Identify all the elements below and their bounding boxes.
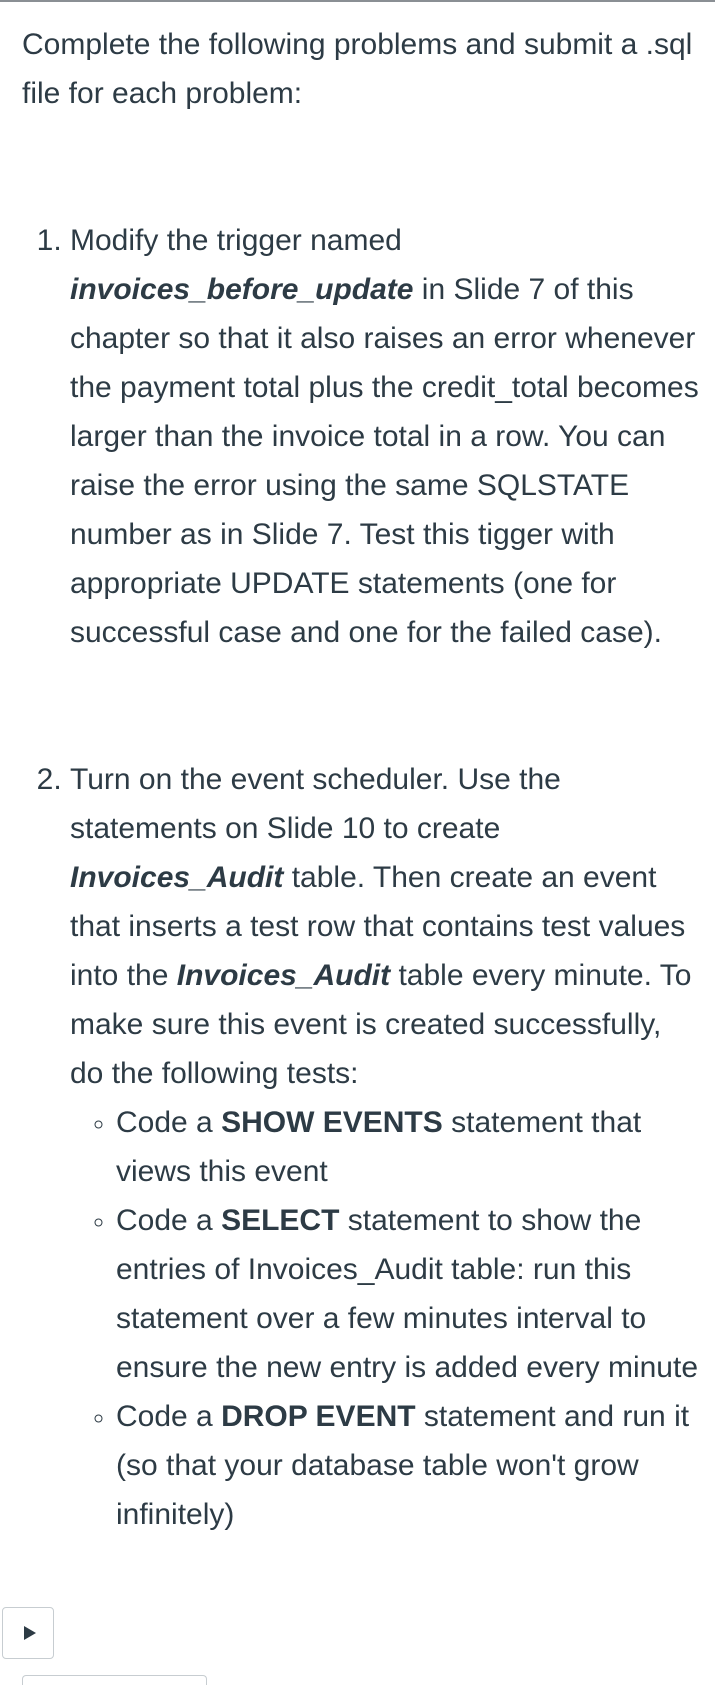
sql-keyword: DROP EVENT: [221, 1400, 416, 1433]
subtask-suffix: statement to show the entries of Invoices_Audit table: run this statement over a few minutes interval to ensure the new entry is added every minute: [116, 1204, 698, 1384]
subtask-suffix: statement and run it (so that your database table won't grow infinitely): [116, 1400, 690, 1531]
subtask-prefix: Code a: [116, 1106, 222, 1139]
subtask-suffix: statement that views this event: [116, 1106, 642, 1188]
sql-keyword: SHOW EVENTS: [221, 1106, 443, 1139]
subtask-select: [116, 1196, 702, 1392]
problem-1: [70, 216, 702, 657]
problem-2-text-part2: table. Then create an event that inserts a test row that contains test values into the: [70, 861, 686, 992]
subtask-prefix: Code a: [116, 1204, 222, 1237]
problem-1-text-end: in Slide 7 of this chapter so that it also raises an error whenever the payment total plus the credit_total becomes larger than the invoice total in a row. You can raise the error using the same SQLSTATE number as in Slide 7. Test this tigger with appropriate UPDATE statements (one for successful case and one for the failed case).: [70, 273, 699, 649]
expand-button[interactable]: [2, 1607, 54, 1659]
problem-2-text-part1: Turn on the event scheduler. Use the statements on Slide 10 to create: [70, 763, 561, 845]
assignment-intro: Complete the following problems and submit a .sql file for each problem:: [22, 28, 693, 110]
table-name-1: Invoices_Audit: [70, 861, 284, 894]
problem-list: [22, 216, 702, 1539]
top-divider: [0, 0, 715, 2]
problem-2: [70, 755, 702, 1539]
play-icon: [24, 1626, 36, 1640]
subtask-show-events: [116, 1098, 702, 1196]
problem-2-text-part3: table every minute. To make sure this event is created successfully, do the following tests:: [70, 959, 692, 1090]
trigger-name: invoices_before_update: [70, 273, 414, 306]
subtask-prefix: Code a: [116, 1400, 222, 1433]
table-name-2: Invoices_Audit: [176, 959, 391, 992]
assignment-content: [22, 20, 702, 1539]
subtask-drop-event: [116, 1392, 702, 1539]
submission-box[interactable]: [22, 1675, 207, 1685]
problem-1-text-start: Modify the trigger named: [70, 224, 402, 257]
test-subtask-list: [70, 1098, 702, 1539]
sql-keyword: SELECT: [221, 1204, 340, 1237]
